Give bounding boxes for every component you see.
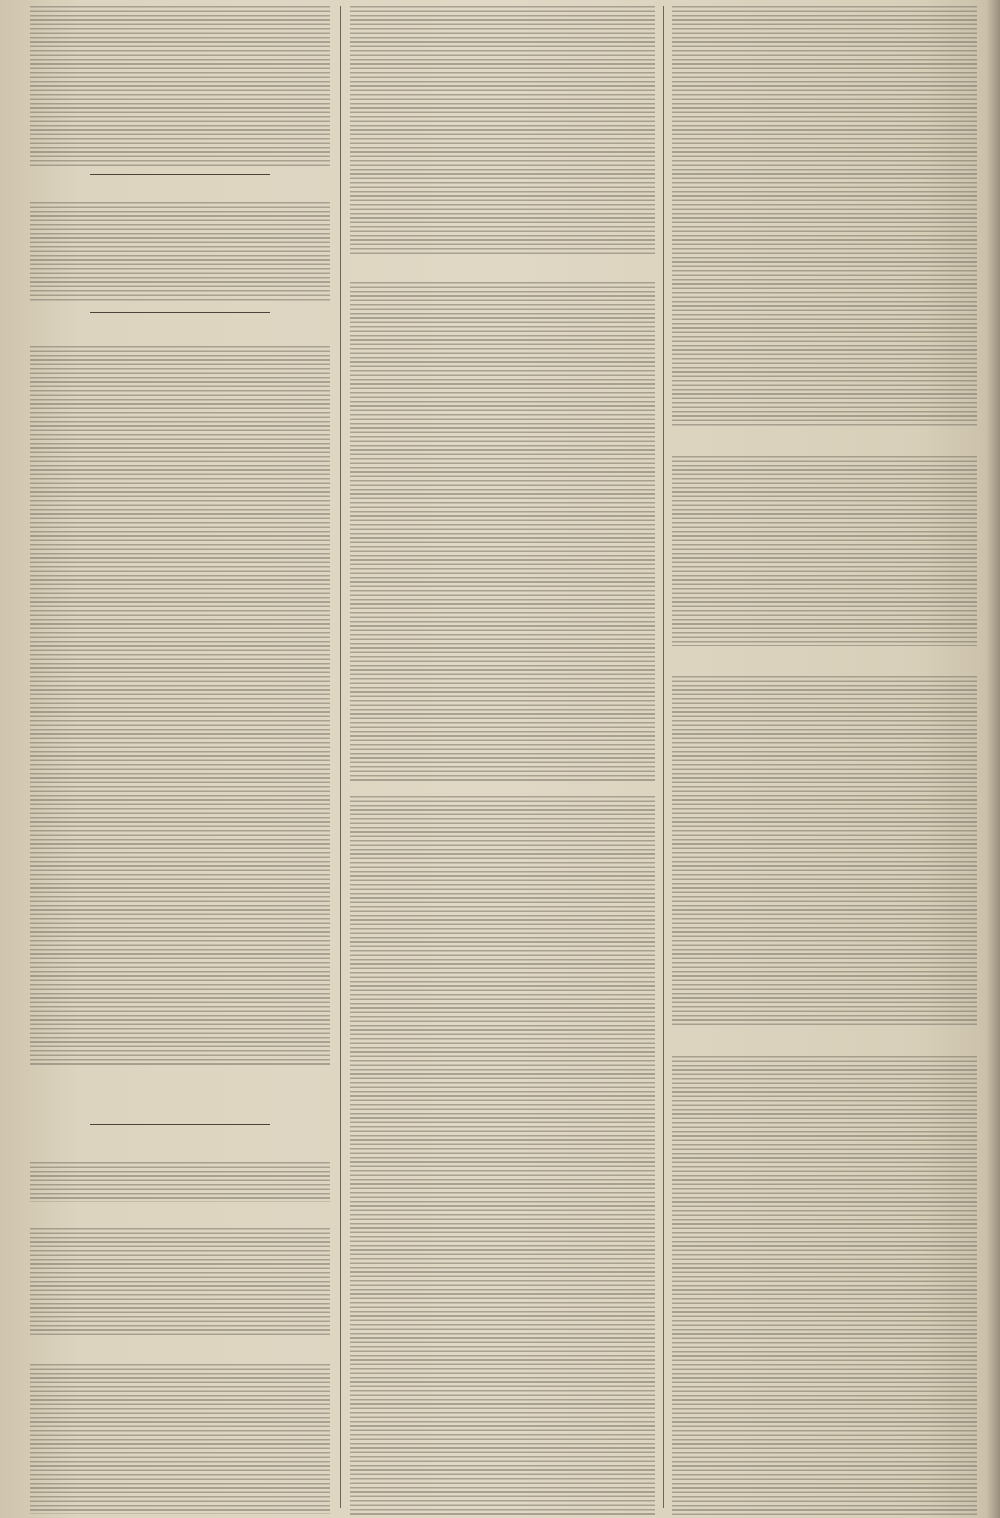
text-block <box>672 6 977 426</box>
divider <box>90 312 270 313</box>
text-block <box>350 282 655 782</box>
text-block <box>30 202 330 302</box>
column-1 <box>30 6 330 1510</box>
text-block <box>30 6 330 166</box>
column-3 <box>672 6 977 1510</box>
text-block <box>30 1228 330 1338</box>
column-2 <box>350 6 655 1510</box>
text-block <box>350 796 655 1516</box>
text-block <box>672 676 977 1026</box>
text-block <box>350 6 655 256</box>
text-block <box>30 1162 330 1202</box>
text-block <box>672 456 977 646</box>
text-block <box>672 1056 977 1516</box>
text-block <box>30 1364 330 1514</box>
column-rule <box>663 6 664 1508</box>
divider <box>90 1124 270 1125</box>
column-rule <box>340 6 341 1508</box>
text-block <box>30 346 330 1066</box>
page-edge-shadow <box>986 0 1000 1518</box>
divider <box>90 174 270 175</box>
